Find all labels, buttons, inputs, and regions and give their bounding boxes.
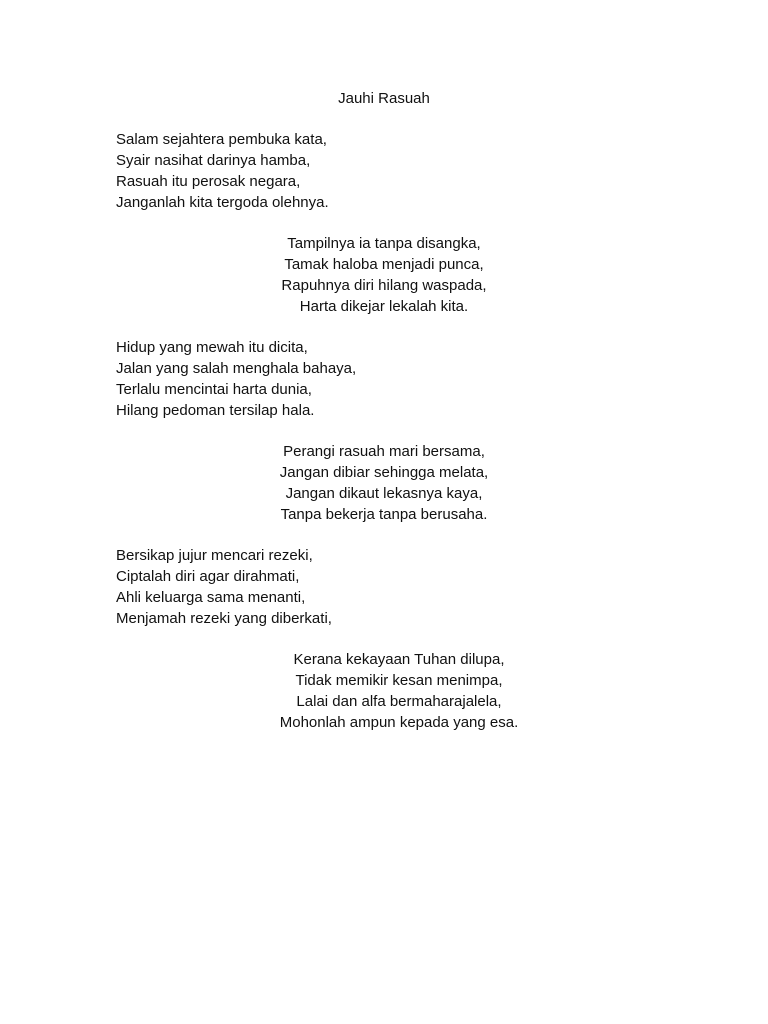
poem-title: Jauhi Rasuah — [338, 90, 430, 107]
poem-line: Perangi rasuah mari bersama, — [283, 443, 485, 460]
poem-line: Jalan yang salah menghala bahaya, — [116, 360, 357, 377]
poem-line: Rapuhnya diri hilang waspada, — [281, 277, 487, 294]
poem-line: Tanpa bekerja tanpa berusaha. — [280, 506, 488, 523]
stanza-6 — [259, 649, 539, 733]
poem-line: Hidup yang mewah itu dicita, — [116, 339, 308, 356]
poem-line: Hilang pedoman tersilap hala. — [116, 402, 315, 419]
poem-line: Tampilnya ia tanpa disangka, — [287, 235, 481, 252]
poem-line: Ahli keluarga sama menanti, — [116, 589, 306, 606]
poem-line: Bersikap jujur mencari rezeki, — [116, 547, 313, 564]
poem-line: Harta dikejar lekalah kita. — [299, 298, 469, 315]
poem-line: Lalai dan alfa bermaharajalela, — [296, 693, 502, 710]
poem-line: Tidak memikir kesan menimpa, — [295, 672, 503, 689]
stanza-4 — [254, 441, 514, 525]
stanza-5 — [116, 545, 332, 629]
poem-line: Jangan dibiar sehingga melata, — [279, 464, 489, 481]
poem-line: Terlalu mencintai harta dunia, — [116, 381, 312, 398]
poem-line: Ciptalah diri agar dirahmati, — [116, 568, 300, 585]
poem-line: Tamak haloba menjadi punca, — [284, 256, 484, 273]
poem-line: Syair nasihat darinya hamba, — [116, 152, 311, 169]
poem-line: Salam sejahtera pembuka kata, — [116, 131, 327, 148]
poem-line: Menjamah rezeki yang diberkati, — [116, 610, 332, 627]
poem-line: Janganlah kita tergoda olehnya. — [116, 194, 329, 211]
stanza-3 — [116, 337, 356, 421]
stanza-1 — [116, 129, 329, 213]
poem-line: Kerana kekayaan Tuhan dilupa, — [293, 651, 505, 668]
stanza-2 — [254, 233, 514, 317]
poem-line: Jangan dikaut lekasnya kaya, — [285, 485, 483, 502]
poem-line: Rasuah itu perosak negara, — [116, 173, 301, 190]
poem-line: Mohonlah ampun kepada yang esa. — [279, 714, 519, 731]
